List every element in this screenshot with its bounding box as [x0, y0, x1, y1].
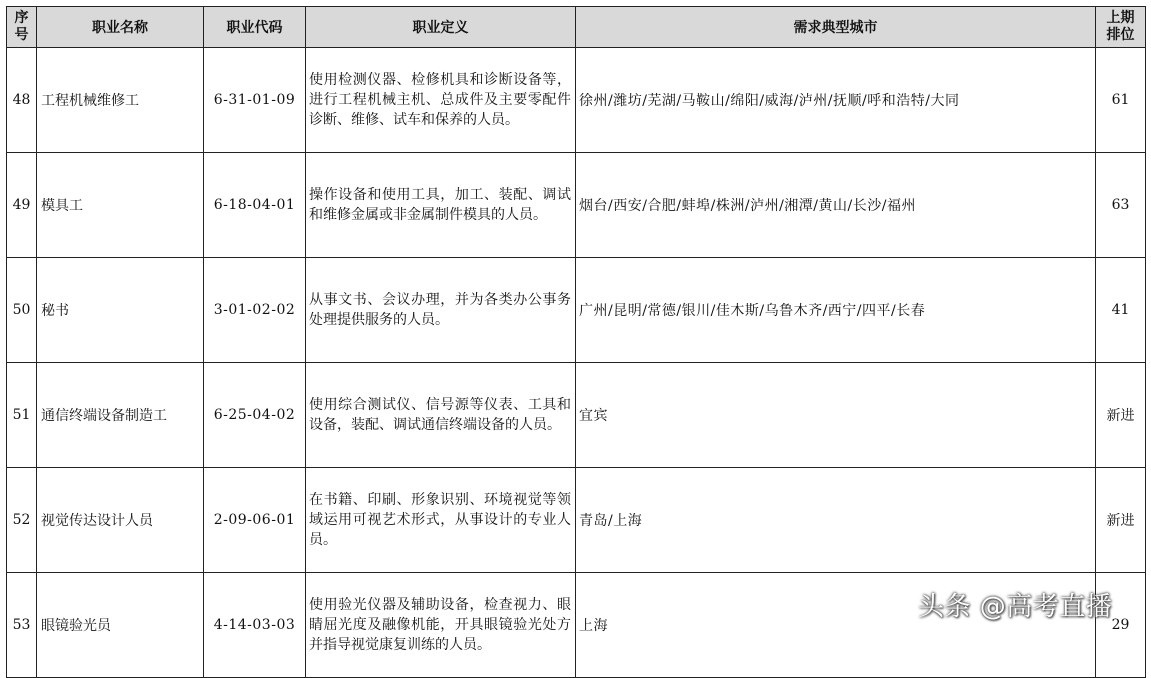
- cell-no: 48: [7, 48, 37, 153]
- cell-cities: 青岛/上海: [576, 468, 1096, 573]
- cell-definition: 使用综合测试仪、信号源等仪表、工具和设备，装配、调试通信终端设备的人员。: [306, 363, 576, 468]
- cell-rank: 新进: [1096, 363, 1146, 468]
- cell-code: 6-25-04-02: [204, 363, 306, 468]
- cell-cities: 徐州/潍坊/芜湖/马鞍山/绵阳/威海/泸州/抚顺/呼和浩特/大同: [576, 48, 1096, 153]
- cell-definition: 使用验光仪器及辅助设备，检查视力、眼睛屈光度及融像机能，开具眼镜验光处方并指导视觉康复训练的人员。: [306, 573, 576, 678]
- table-header: [7, 7, 1146, 48]
- cell-no: 52: [7, 468, 37, 573]
- cell-no: 49: [7, 153, 37, 258]
- cell-code: 6-31-01-09: [204, 48, 306, 153]
- header-code: 职业代码: [204, 7, 306, 48]
- cell-rank: 29: [1096, 573, 1146, 678]
- table-row: [7, 48, 1146, 153]
- cell-cities: 烟台/西安/合肥/蚌埠/株洲/泸州/湘潭/黄山/长沙/福州: [576, 153, 1096, 258]
- header-name: 职业名称: [37, 7, 204, 48]
- watermark-text: 头条 @高考直播: [918, 592, 1113, 622]
- table-row: [7, 468, 1146, 573]
- cell-code: 2-09-06-01: [204, 468, 306, 573]
- cell-name: 眼镜验光员: [37, 573, 204, 678]
- header-no-label: 序号: [14, 10, 29, 43]
- cell-rank: 41: [1096, 258, 1146, 363]
- cell-name: 模具工: [37, 153, 204, 258]
- cell-no: 51: [7, 363, 37, 468]
- cell-name: 通信终端设备制造工: [37, 363, 204, 468]
- header-rank-label: 上期排位: [1106, 10, 1135, 43]
- cell-name: 秘书: [37, 258, 204, 363]
- cell-code: 4-14-03-03: [204, 573, 306, 678]
- cell-code: 6-18-04-01: [204, 153, 306, 258]
- table-body: [7, 48, 1146, 678]
- header-no: [7, 7, 37, 48]
- cell-cities: 宜宾: [576, 363, 1096, 468]
- cell-rank: 61: [1096, 48, 1146, 153]
- cell-name: 工程机械维修工: [37, 48, 204, 153]
- cell-rank: 63: [1096, 153, 1146, 258]
- header-definition: 职业定义: [306, 7, 576, 48]
- cell-cities: 广州/昆明/常德/银川/佳木斯/乌鲁木齐/西宁/四平/长春: [576, 258, 1096, 363]
- table-row: [7, 363, 1146, 468]
- cell-name: 视觉传达设计人员: [37, 468, 204, 573]
- occupation-table: [6, 6, 1146, 678]
- table-row: [7, 153, 1146, 258]
- cell-code: 3-01-02-02: [204, 258, 306, 363]
- cell-definition: 操作设备和使用工具，加工、装配、调试和维修金属或非金属制件模具的人员。: [306, 153, 576, 258]
- cell-cities: 上海: [576, 573, 1096, 678]
- cell-definition: 从事文书、会议办理，并为各类办公事务处理提供服务的人员。: [306, 258, 576, 363]
- cell-rank: 新进: [1096, 468, 1146, 573]
- header-cities: 需求典型城市: [576, 7, 1096, 48]
- cell-definition: 使用检测仪器、检修机具和诊断设备等，进行工程机械主机、总成件及主要零配件诊断、维修、试车和保养的人员。: [306, 48, 576, 153]
- cell-no: 50: [7, 258, 37, 363]
- header-rank: [1096, 7, 1146, 48]
- cell-no: 53: [7, 573, 37, 678]
- header-row: [7, 7, 1146, 48]
- cell-definition: 在书籍、印刷、形象识别、环境视觉等领域运用可视艺术形式，从事设计的专业人员。: [306, 468, 576, 573]
- table-row: [7, 258, 1146, 363]
